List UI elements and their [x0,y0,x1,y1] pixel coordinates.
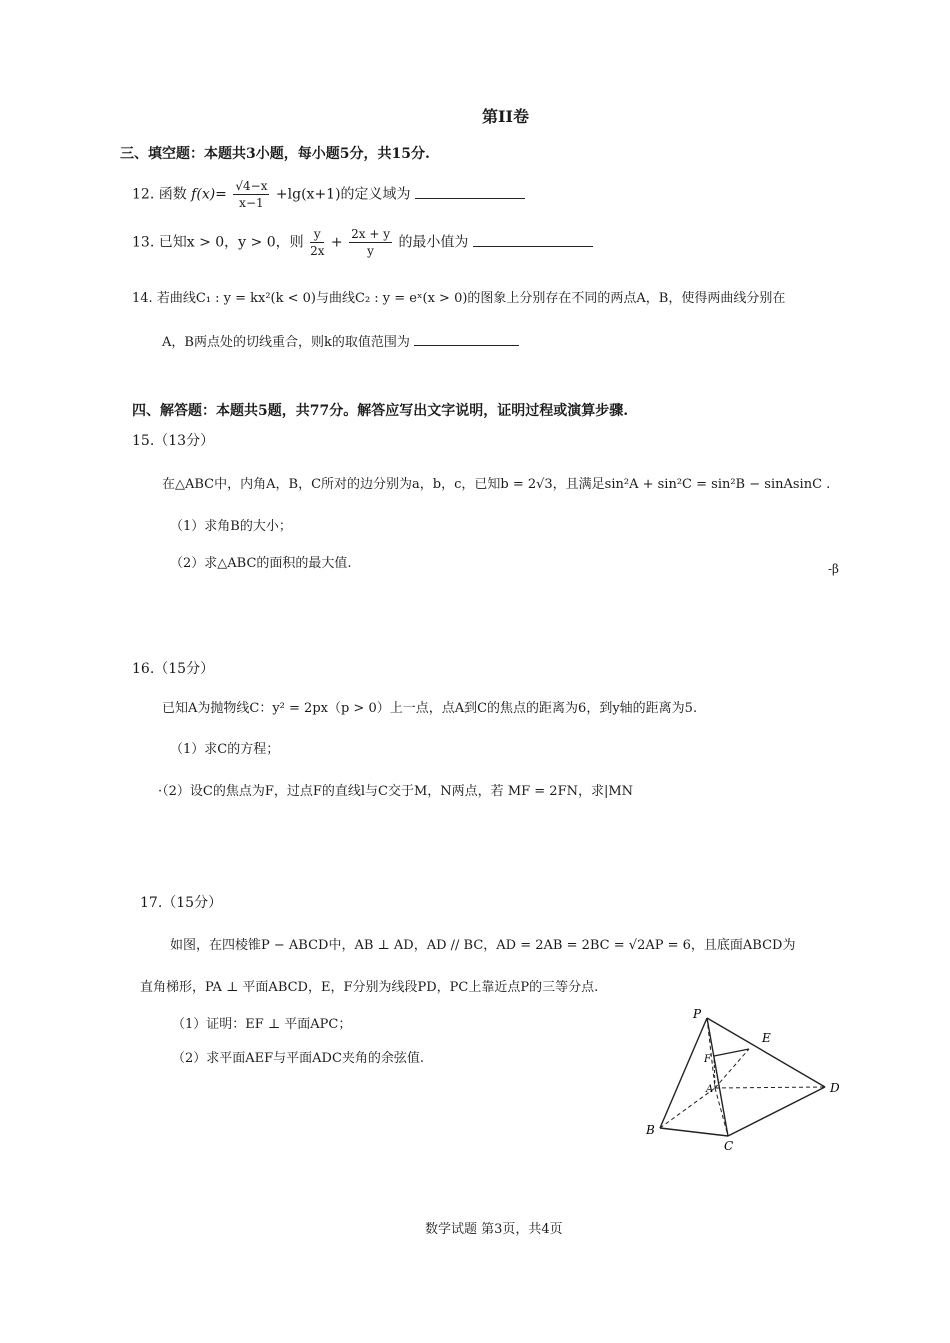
q12-fx: f(x)= [191,186,227,203]
q14-answer-blank [414,333,519,346]
q13-answer-blank [473,234,593,247]
q13-post: 的最小值为 [398,234,469,251]
q16-part1: （1）求C的方程； [170,742,280,757]
q12-post: +lg(x+1)的定义域为 [275,186,411,203]
q13-number: 13. [132,234,155,251]
q13-fraction-1 [310,226,324,259]
pyramid-figure [630,1000,860,1160]
label-F: F [704,1054,711,1065]
q17-part1: （1）证明：EF ⊥ 平面APC； [172,1017,352,1032]
q15-part2: （2）求△ABC的面积的最大值. [170,556,352,571]
q15-head: 15.（13分） [132,433,215,449]
label-E: E [762,1031,771,1045]
q14-text-line2: A，B两点处的切线重合，则k的取值范围为 [162,335,410,350]
question-14-line2 [162,331,519,350]
q16-head: 16.（15分） [132,661,215,677]
q15-body: 在△ABC中，内角A，B，C所对的边分别为a，b，c，已知b = 2√3，且满足sin²A + sin²C = sin²B − sinAsinC . [162,477,831,492]
label-C: C [724,1139,734,1153]
section-title: 第II卷 [482,107,529,126]
edge-BC [660,1128,728,1136]
q12-answer-blank [415,186,525,199]
q13-f1-den: 2x [310,244,325,258]
q17-head: 17.（15分） [140,895,223,911]
q17-part2: （2）求平面AEF与平面ADC夹角的余弦值. [172,1051,425,1066]
q12-frac-num: √4−x [235,179,268,193]
q12-pre: 函数 [158,186,187,203]
q14-number: 14. [132,291,153,306]
label-A: A [706,1084,714,1095]
edge-CD [728,1087,825,1136]
q14-text-line1: 若曲线C₁ : y = kx²(k < 0)与曲线C₂ : y = eˣ(x > 0)的图象上分别存在不同的两点A，B，使得两曲线分别在 [156,291,786,306]
part4-header: 四、解答题：本题共5题，共77分。解答应写出文字说明，证明过程或演算步骤. [132,403,629,419]
q16-body: 已知A为抛物线C：y² = 2px（p > 0）上一点，点A到C的焦点的距离为6，到y轴的距离为5. [162,701,698,716]
edge-AD [715,1087,825,1088]
q12-fraction [233,178,269,211]
question-14-line1 [132,287,785,306]
page-footer: 数学试题 第3页，共4页 [425,1222,563,1237]
q12-frac-den: x−1 [239,196,264,210]
q13-plus: + [330,234,343,251]
q13-f1-num: y [310,226,324,243]
q13-f2-num: 2x + y [351,227,390,241]
label-B: B [646,1123,655,1137]
q13-pre: 已知x > 0，y > 0，则 [158,234,304,251]
label-D: D [830,1081,840,1095]
edge-AC [715,1088,728,1136]
q16-part2: ·（2）设C的焦点为F，过点F的直线l与C交于M，N两点，若 MF = 2FN，求|MN [158,784,634,799]
question-12 [132,178,525,211]
q13-fraction-2 [349,226,392,259]
label-P: P [693,1007,702,1021]
q12-number: 12. [132,186,155,203]
question-13 [132,226,593,259]
q17-body-line1: 如图，在四棱锥P − ABCD中，AB ⊥ AD，AD // BC，AD = 2AB = 2BC = √2AP = 6，且底面ABCD为 [170,938,796,953]
stray-mark: -β [828,562,839,576]
part3-header: 三、填空题：本题共3小题，每小题5分，共15分. [120,146,430,162]
q17-body-line2: 直角梯形，PA ⊥ 平面ABCD，E，F分别为线段PD，PC上靠近点P的三等分点. [140,980,599,995]
q15-part1: （1）求角B的大小； [170,519,292,534]
q13-f2-den: y [367,244,374,258]
